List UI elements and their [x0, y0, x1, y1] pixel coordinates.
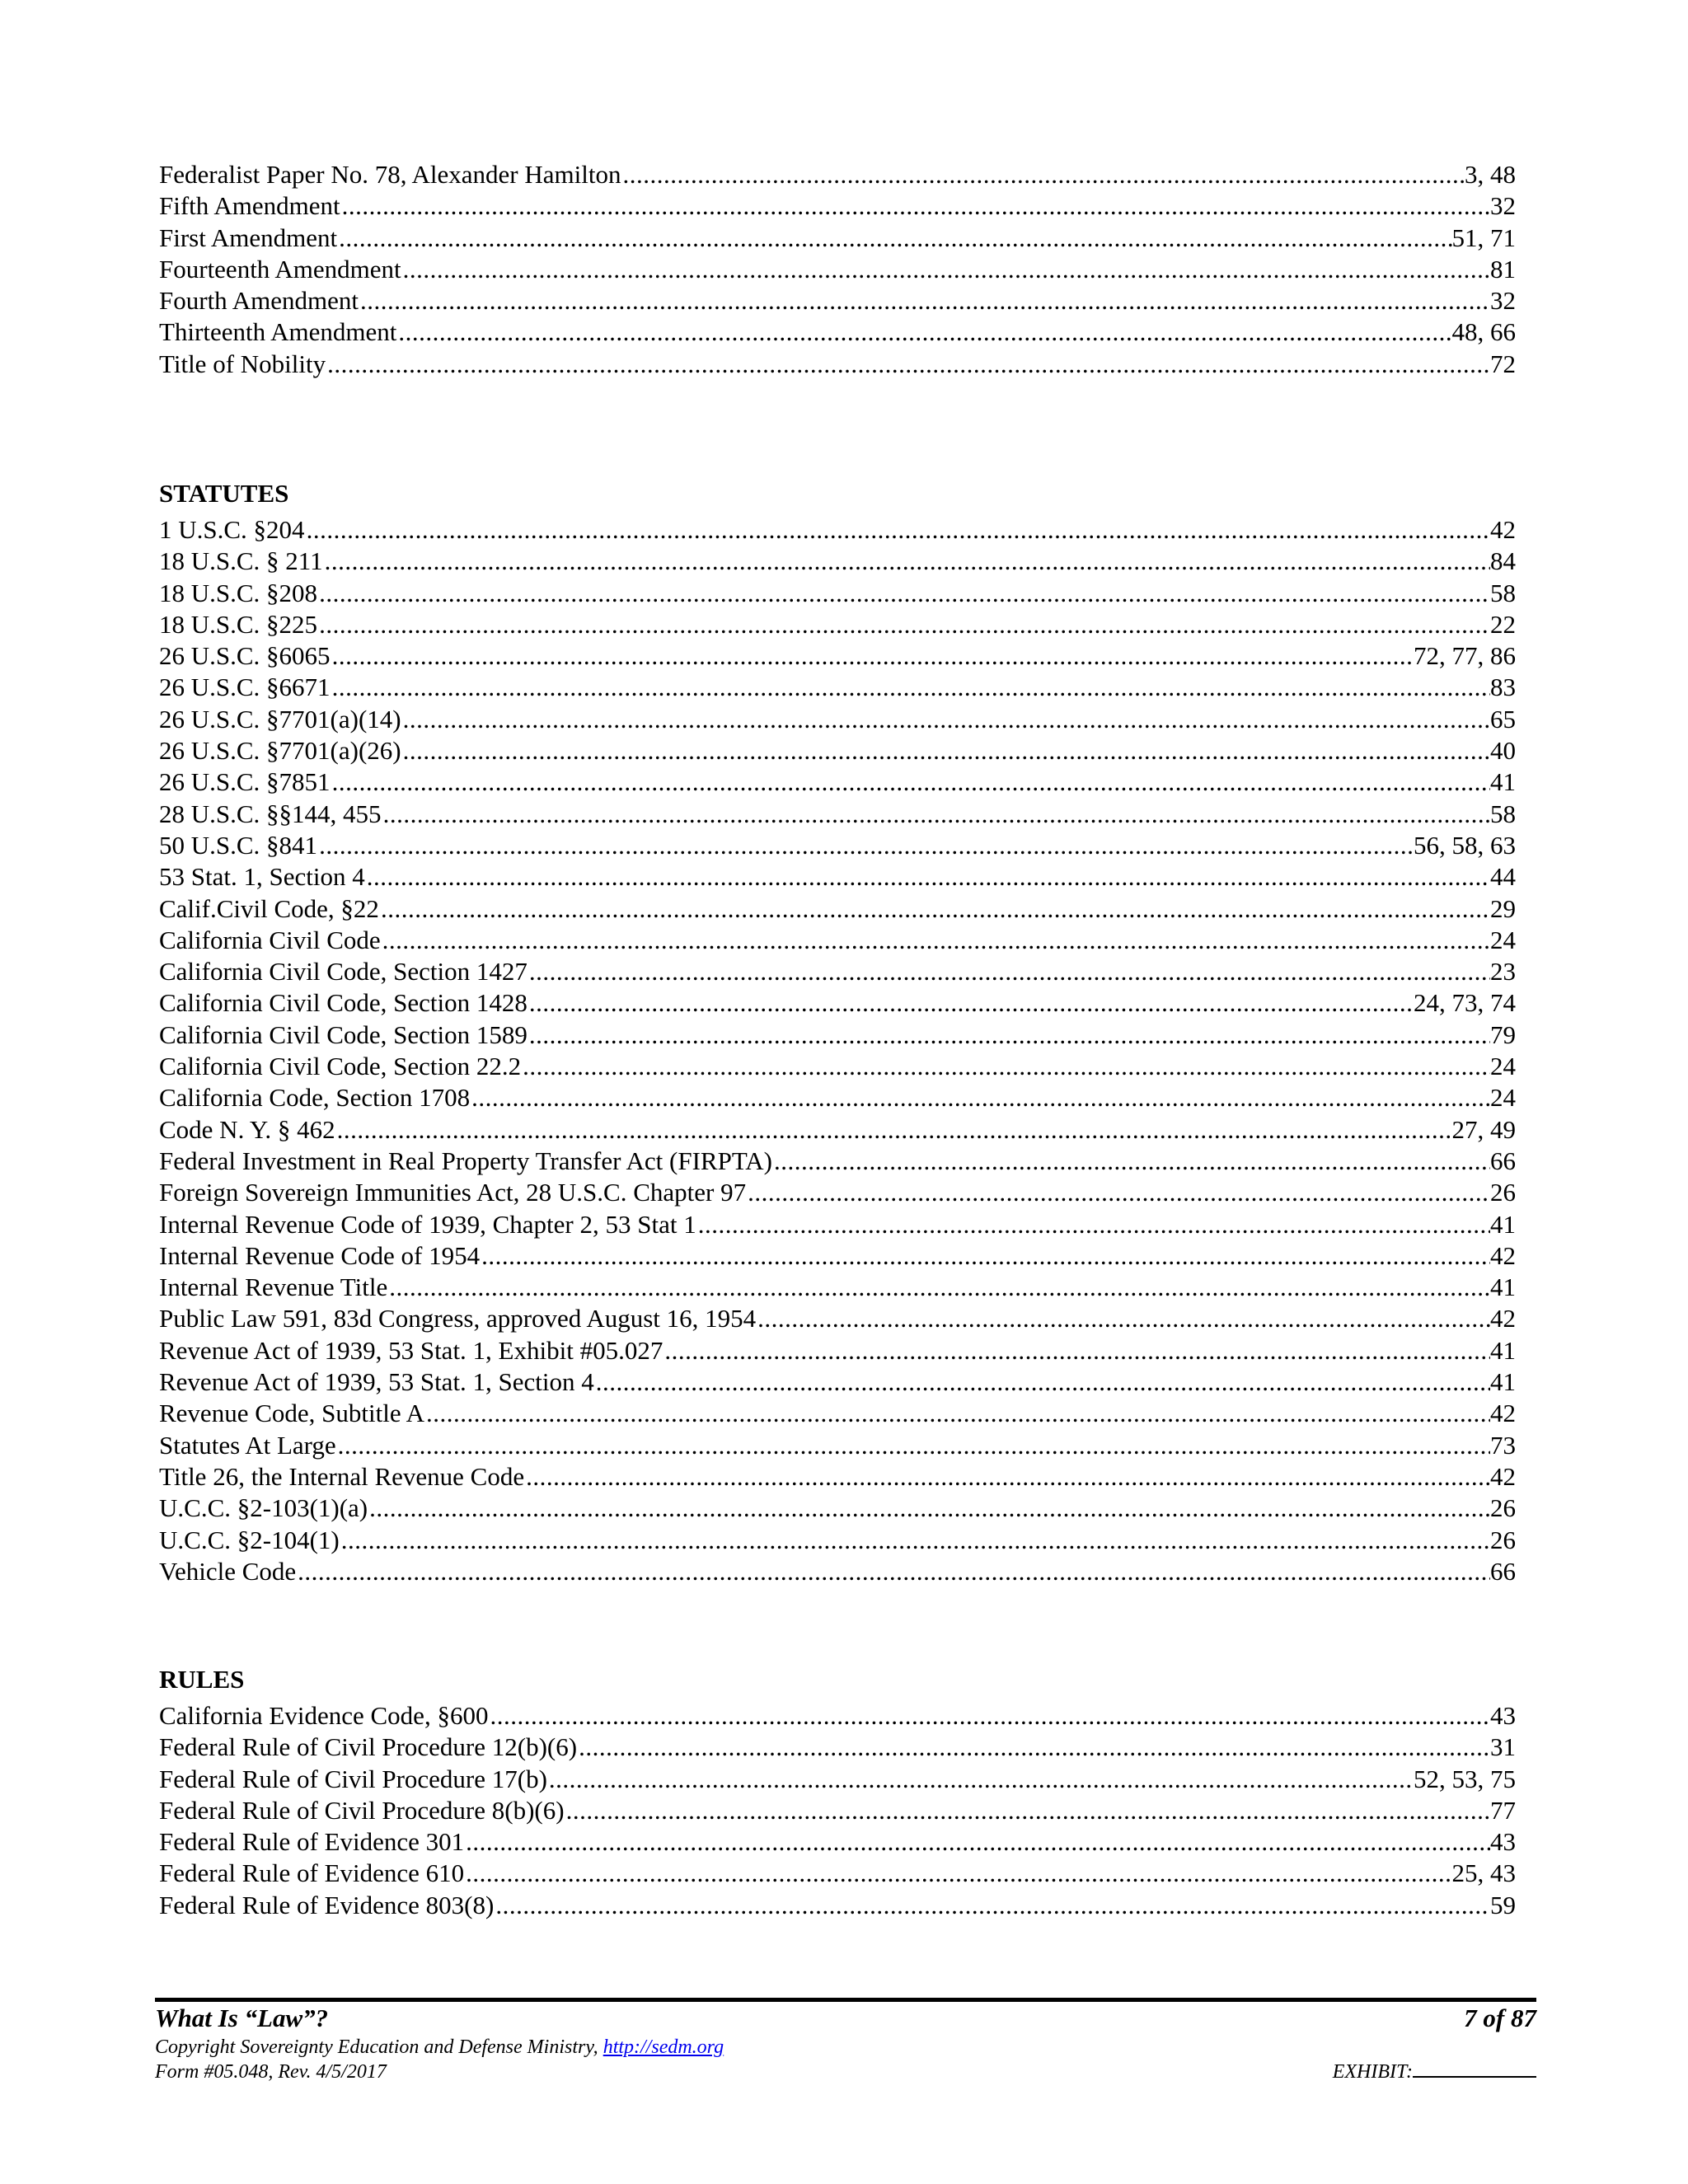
entry-pages: 26	[1490, 1178, 1516, 1207]
index-entry	[159, 1209, 1516, 1240]
entry-pages: 42	[1490, 1461, 1516, 1491]
rules-heading: RULES	[159, 1665, 245, 1694]
entry-pages: 58	[1490, 799, 1516, 828]
entry-pages: 42	[1490, 1399, 1516, 1428]
entry-pages: 23	[1490, 957, 1516, 987]
entry-pages: 72, 77, 86	[1414, 641, 1516, 671]
index-entry	[159, 1764, 1516, 1795]
entry-pages: 22	[1490, 609, 1516, 639]
entry-title: California Code, Section 1708	[159, 1083, 471, 1113]
index-entry	[159, 254, 1516, 285]
dot-leader	[336, 1430, 1490, 1461]
entry-pages: 24	[1490, 925, 1516, 954]
dot-leader	[528, 956, 1490, 987]
dot-leader	[337, 223, 1451, 254]
entry-pages: 81	[1490, 254, 1516, 284]
index-entry	[159, 1890, 1516, 1921]
entry-pages: 41	[1490, 1272, 1516, 1302]
page-footer	[155, 1998, 1536, 2084]
entry-title: 28 U.S.C. §§144, 455	[159, 799, 382, 828]
dot-leader	[359, 285, 1490, 316]
rules-section	[159, 1664, 1516, 1921]
index-entry	[159, 1366, 1516, 1398]
entry-title: Thirteenth Amendment	[159, 317, 397, 347]
entry-title: Federalist Paper No. 78, Alexander Hamilton	[159, 160, 621, 189]
dot-leader	[326, 349, 1490, 380]
entry-title: 26 U.S.C. §7851	[159, 767, 331, 797]
dot-leader	[494, 1890, 1490, 1921]
footer-copyright-text: Copyright Sovereignty Education and Defense Ministry,	[155, 2036, 603, 2058]
index-entry	[159, 1525, 1516, 1556]
entry-pages: 79	[1490, 1019, 1516, 1049]
dot-leader	[381, 925, 1490, 956]
dot-leader	[340, 1525, 1490, 1556]
entry-title: 26 U.S.C. §6671	[159, 673, 331, 702]
index-entry	[159, 609, 1516, 640]
entry-title: Federal Rule of Civil Procedure 12(b)(6)	[159, 1732, 578, 1762]
dot-leader	[331, 766, 1490, 798]
entry-title: Federal Rule of Civil Procedure 17(b)	[159, 1764, 547, 1793]
entry-pages: 24	[1490, 1083, 1516, 1113]
index-entry	[159, 1303, 1516, 1334]
index-entry	[159, 223, 1516, 254]
dot-leader	[524, 1461, 1490, 1493]
entry-title: Foreign Sovereign Immunities Act, 28 U.S.C. Chapter 97	[159, 1178, 747, 1207]
entry-title: Fourteenth Amendment	[159, 254, 401, 284]
entry-title: 1 U.S.C. §204	[159, 515, 305, 544]
entry-title: Federal Investment in Real Property Transfer Act (FIRPTA)	[159, 1146, 772, 1175]
entry-title: 18 U.S.C. §208	[159, 578, 318, 607]
index-entry	[159, 1858, 1516, 1889]
index-entry	[159, 925, 1516, 956]
dot-leader	[464, 1858, 1451, 1889]
dot-leader	[296, 1556, 1490, 1587]
entry-title: Calif.Civil Code, §22	[159, 893, 379, 923]
dot-leader	[464, 1826, 1490, 1858]
entry-title: Internal Revenue Title	[159, 1272, 388, 1302]
entry-pages: 43	[1490, 1827, 1516, 1857]
index-entry	[159, 546, 1516, 577]
index-entry	[159, 190, 1516, 222]
entry-title: Fifth Amendment	[159, 191, 340, 221]
entry-pages: 43	[1490, 1701, 1516, 1730]
index-entry	[159, 1398, 1516, 1429]
entry-pages: 44	[1490, 862, 1516, 892]
rules-entries	[159, 1700, 1516, 1921]
entry-pages: 51, 71	[1451, 223, 1516, 252]
entry-title: Vehicle Code	[159, 1556, 297, 1586]
index-entry	[159, 349, 1516, 380]
index-entry	[159, 159, 1516, 190]
dot-leader	[379, 893, 1490, 925]
dot-leader	[401, 254, 1490, 285]
entry-pages: 27, 49	[1451, 1114, 1516, 1144]
index-entry	[159, 1461, 1516, 1493]
entry-pages: 25, 43	[1451, 1858, 1516, 1888]
entry-pages: 42	[1490, 1304, 1516, 1333]
dot-leader	[365, 861, 1490, 893]
entry-title: California Civil Code, Section 22.2	[159, 1052, 522, 1081]
constitution-entries	[159, 159, 1516, 380]
entry-pages: 26	[1490, 1525, 1516, 1554]
entry-pages: 40	[1490, 736, 1516, 766]
entry-pages: 84	[1490, 546, 1516, 576]
entry-pages: 65	[1490, 704, 1516, 733]
index-entry	[159, 1493, 1516, 1524]
dot-leader	[577, 1732, 1490, 1763]
constitution-section	[159, 159, 1516, 380]
entry-title: First Amendment	[159, 223, 338, 252]
dot-leader	[547, 1764, 1414, 1795]
index-entry	[159, 1556, 1516, 1587]
entry-pages: 52, 53, 75	[1414, 1764, 1516, 1793]
footer-doc-title: What Is “Law”?	[155, 2004, 329, 2032]
index-entry	[159, 1019, 1516, 1051]
index-entry	[159, 704, 1516, 735]
entry-pages: 48, 66	[1451, 317, 1516, 347]
entry-title: Federal Rule of Evidence 301	[159, 1827, 465, 1857]
entry-pages: 29	[1490, 893, 1516, 923]
dot-leader	[317, 609, 1490, 640]
exhibit-blank-line	[1413, 2060, 1536, 2078]
entry-pages: 41	[1490, 767, 1516, 797]
entry-title: 18 U.S.C. § 211	[159, 546, 323, 576]
entry-title: California Civil Code, Section 1589	[159, 1019, 528, 1049]
entry-title: Statutes At Large	[159, 1430, 336, 1460]
entry-title: Revenue Act of 1939, 53 Stat. 1, Exhibit #05.027	[159, 1335, 663, 1365]
index-entry	[159, 672, 1516, 703]
footer-exhibit-label: EXHIBIT:	[1332, 2061, 1413, 2083]
index-entry	[159, 830, 1516, 861]
index-entry	[159, 956, 1516, 987]
entry-pages: 41	[1490, 1209, 1516, 1239]
dot-leader	[387, 1272, 1490, 1303]
entry-title: 26 U.S.C. §7701(a)(26)	[159, 736, 401, 766]
index-entry	[159, 1240, 1516, 1272]
entry-title: Title of Nobility	[159, 349, 326, 378]
entry-title: 26 U.S.C. §6065	[159, 641, 331, 671]
entry-pages: 32	[1490, 286, 1516, 316]
index-entry	[159, 1272, 1516, 1303]
statutes-heading: STATUTES	[159, 479, 289, 508]
dot-leader	[317, 830, 1414, 861]
dot-leader	[621, 159, 1465, 190]
index-entry	[159, 987, 1516, 1019]
index-entry	[159, 514, 1516, 546]
entry-pages: 26	[1490, 1493, 1516, 1523]
entry-pages: 31	[1490, 1732, 1516, 1762]
entry-pages: 77	[1490, 1795, 1516, 1825]
entry-title: Code N. Y. § 462	[159, 1114, 335, 1144]
footer-copyright	[155, 2035, 724, 2060]
entry-title: Revenue Act of 1939, 53 Stat. 1, Section 4	[159, 1367, 594, 1397]
statutes-entries	[159, 514, 1516, 1587]
entry-pages: 66	[1490, 1556, 1516, 1586]
dot-leader	[521, 1051, 1490, 1082]
entry-pages: 73	[1490, 1430, 1516, 1460]
index-entry	[159, 1082, 1516, 1113]
entry-pages: 3, 48	[1465, 160, 1516, 189]
index-entry	[159, 1146, 1516, 1177]
dot-leader	[305, 514, 1490, 546]
entry-pages: 56, 58, 63	[1414, 830, 1516, 860]
dot-leader	[528, 1019, 1490, 1051]
entry-pages: 24, 73, 74	[1414, 988, 1516, 1018]
index-entry	[159, 578, 1516, 609]
index-entry	[159, 735, 1516, 766]
entry-title: 18 U.S.C. §225	[159, 609, 318, 639]
index-entry	[159, 1826, 1516, 1858]
dot-leader	[480, 1240, 1490, 1272]
index-entry	[159, 1430, 1516, 1461]
index-entry	[159, 285, 1516, 316]
index-entry	[159, 861, 1516, 893]
dot-leader	[317, 578, 1490, 609]
entry-pages: 41	[1490, 1367, 1516, 1397]
entry-pages: 72	[1490, 349, 1516, 378]
dot-leader	[696, 1209, 1490, 1240]
dot-leader	[368, 1493, 1490, 1524]
index-entry	[159, 1114, 1516, 1146]
entry-pages: 83	[1490, 673, 1516, 702]
entry-pages: 42	[1490, 515, 1516, 544]
entry-pages: 32	[1490, 191, 1516, 221]
index-entry	[159, 1335, 1516, 1366]
entry-title: Federal Rule of Evidence 803(8)	[159, 1890, 495, 1919]
dot-leader	[594, 1366, 1490, 1398]
index-entry	[159, 1177, 1516, 1208]
statutes-section	[159, 478, 1516, 1587]
entry-title: 26 U.S.C. §7701(a)(14)	[159, 704, 401, 733]
footer-link[interactable]: http://sedm.org	[603, 2036, 724, 2058]
index-entry	[159, 893, 1516, 925]
dot-leader	[756, 1303, 1490, 1334]
dot-leader	[663, 1335, 1490, 1366]
dot-leader	[396, 316, 1451, 348]
dot-leader	[528, 987, 1414, 1019]
dot-leader	[772, 1146, 1490, 1177]
dot-leader	[401, 704, 1490, 735]
index-entry	[159, 799, 1516, 830]
entry-pages: 42	[1490, 1240, 1516, 1270]
entry-pages: 41	[1490, 1335, 1516, 1365]
entry-title: California Civil Code	[159, 925, 381, 954]
dot-leader	[424, 1398, 1490, 1429]
entry-title: Fourth Amendment	[159, 286, 359, 316]
entry-title: U.C.C. §2-104(1)	[159, 1525, 340, 1554]
dot-leader	[331, 640, 1414, 672]
index-entry	[159, 1732, 1516, 1763]
dot-leader	[401, 735, 1490, 766]
footer-form-number: Form #05.048, Rev. 4/5/2017	[155, 2061, 387, 2083]
entry-title: 53 Stat. 1, Section 4	[159, 862, 365, 892]
footer-exhibit	[1333, 2060, 1536, 2084]
index-entry	[159, 640, 1516, 672]
index-entry	[159, 766, 1516, 798]
entry-title: California Civil Code, Section 1427	[159, 957, 528, 987]
entry-pages: 66	[1490, 1146, 1516, 1175]
entry-title: Federal Rule of Civil Procedure 8(b)(6)	[159, 1795, 565, 1825]
dot-leader	[335, 1114, 1452, 1146]
dot-leader	[323, 546, 1490, 577]
entry-title: Internal Revenue Code of 1954	[159, 1240, 481, 1270]
entry-title: 50 U.S.C. §841	[159, 830, 318, 860]
footer-page-number: 7 of 87	[1464, 2004, 1536, 2032]
entry-pages: 24	[1490, 1052, 1516, 1081]
dot-leader	[340, 190, 1490, 222]
entry-pages: 59	[1490, 1890, 1516, 1919]
entry-title: California Evidence Code, §600	[159, 1701, 489, 1730]
dot-leader	[331, 672, 1490, 703]
entry-title: Federal Rule of Evidence 610	[159, 1858, 465, 1888]
entry-title: Revenue Code, Subtitle A	[159, 1399, 425, 1428]
entry-title: Internal Revenue Code of 1939, Chapter 2, 53 Stat 1	[159, 1209, 696, 1239]
dot-leader	[565, 1795, 1490, 1826]
dot-leader	[488, 1700, 1490, 1732]
entry-title: U.C.C. §2-103(1)(a)	[159, 1493, 368, 1523]
entry-title: Public Law 591, 83d Congress, approved August 16, 1954	[159, 1304, 757, 1333]
dot-leader	[470, 1082, 1490, 1113]
dot-leader	[382, 799, 1490, 830]
entry-pages: 58	[1490, 578, 1516, 607]
entry-title: Title 26, the Internal Revenue Code	[159, 1461, 525, 1491]
index-entry	[159, 1051, 1516, 1082]
index-entry	[159, 1795, 1516, 1826]
entry-title: California Civil Code, Section 1428	[159, 988, 528, 1018]
index-entry	[159, 1700, 1516, 1732]
dot-leader	[746, 1177, 1490, 1208]
index-entry	[159, 316, 1516, 348]
